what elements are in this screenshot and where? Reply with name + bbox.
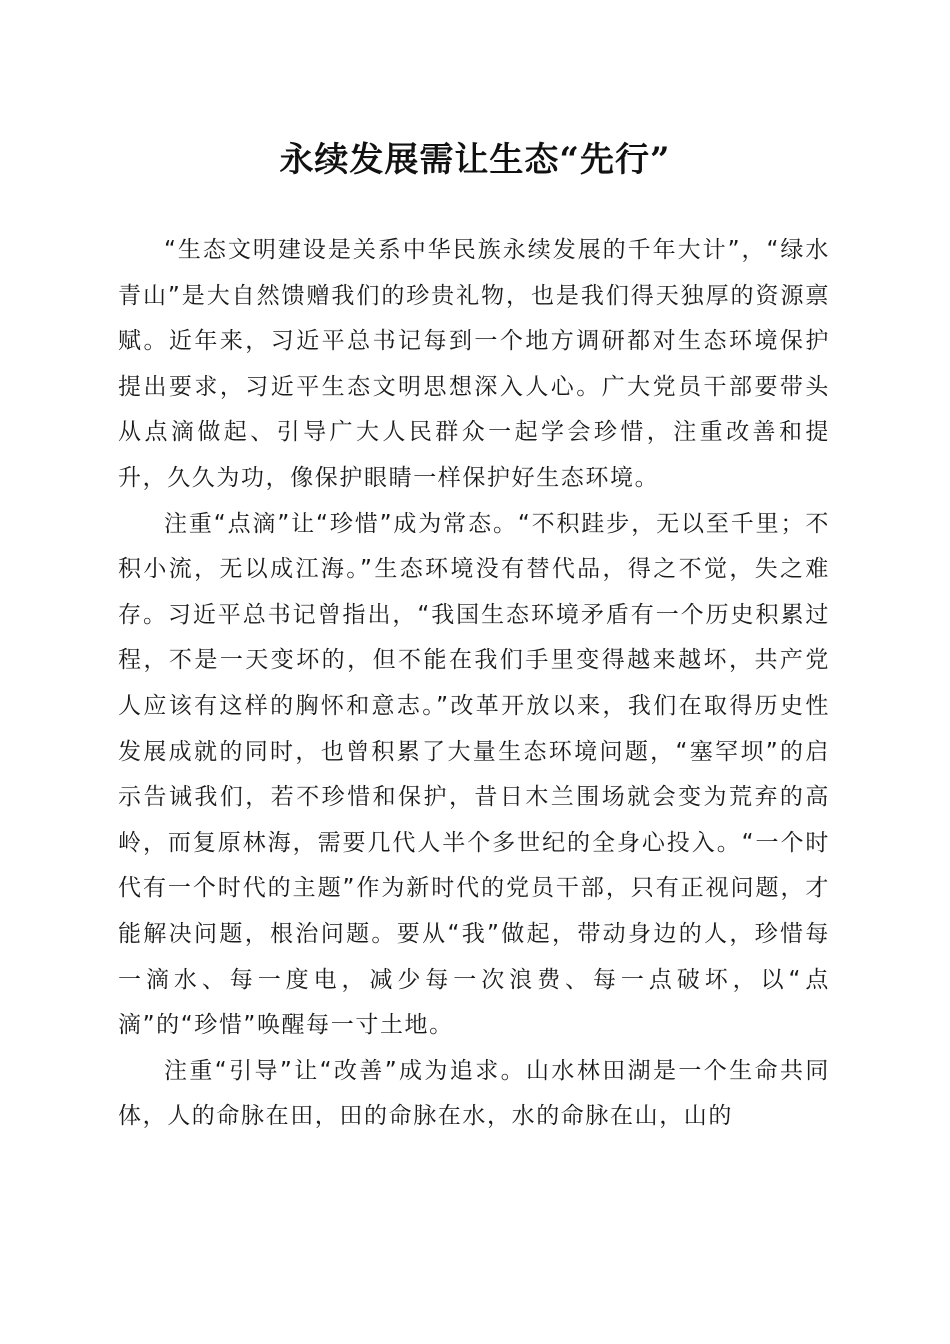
paragraph-3: 注重“引导”让“改善”成为追求。山水林田湖是一个生命共同体，人的命脉在田，田的命脉在水，水的命脉在山，山的: [118, 1057, 830, 1130]
paragraph-2: 注重“点滴”让“珍惜”成为常态。“不积跬步，无以至千里；不积小流，无以成江海。”生态环境没有替代品，得之不觉，失之难存。习近平总书记曾指出，“我国生态环境矛盾有一个历史积累过程，不是一天变坏的，但不能在我们手里变得越来越坏，共产党人应该有这样的胸怀和意志。”改革开放以来，我们在取得历史性发展成就的同时，也曾积累了大量生态环境问题，“塞罕坝”的启示告诫我们，若不珍惜和保护，昔日木兰围场就会变为荒弃的高岭，而复原林海，需要几代人半个多世纪的全身心投入。“一个时代有一个时代的主题”作为新时代的党员干部，只有正视问题，才能解决问题，根治问题。要从“我”做起，带动身边的人，珍惜每一滴水、每一度电，减少每一次浪费、每一点破坏，以“点滴”的“珍惜”唤醒每一寸土地。: [118, 510, 830, 1039]
paragraph-1: “生态文明建设是关系中华民族永续发展的千年大计”，“绿水青山”是大自然馈赠我们的珍贵礼物，也是我们得天独厚的资源禀赋。近年来，习近平总书记每到一个地方调研都对生态环境保护提出要求，习近平生态文明思想深入人心。广大党员干部要带头从点滴做起、引导广大人民群众一起学会珍惜，注重改善和提升，久久为功，像保护眼睛一样保护好生态环境。: [118, 237, 830, 491]
page-title: 永续发展需让生态“先行”: [279, 140, 671, 180]
article-body: [118, 228, 830, 1140]
